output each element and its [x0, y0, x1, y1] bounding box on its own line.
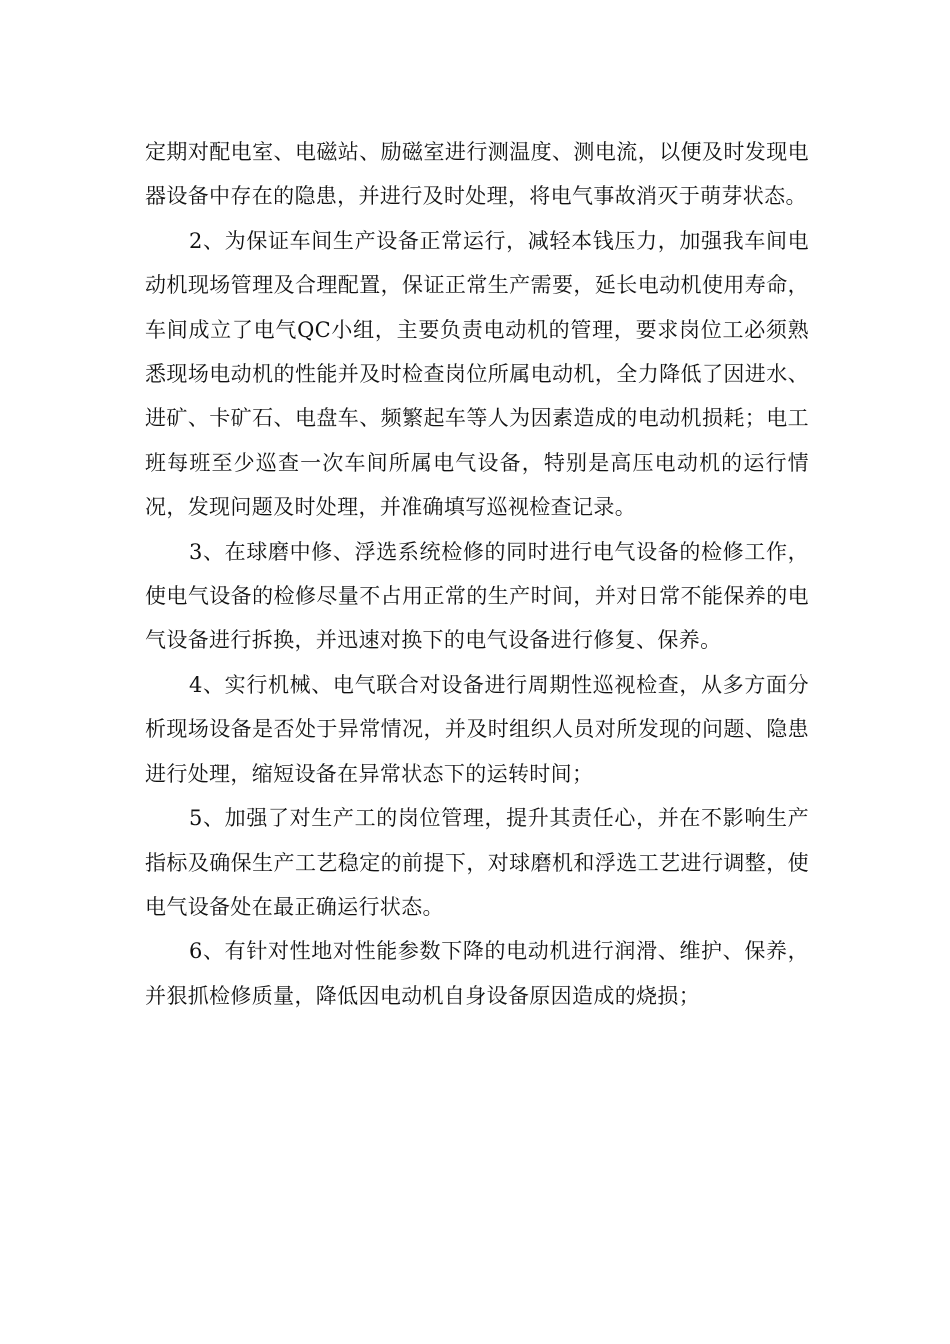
document-body [145, 130, 809, 1018]
paragraph-continuation: 定期对配电室、电磁站、励磁室进行测温度、测电流，以便及时发现电器设备中存在的隐患，并进行及时处理，将电气事故消灭于萌芽状态。 [145, 140, 809, 209]
paragraph-item-6: 6、有针对性地对性能参数下降的电动机进行润滑、维护、保养，并狠抓检修质量，降低因电动机自身设备原因造成的烧损； [145, 939, 809, 1008]
paragraph-item-5: 5、加强了对生产工的岗位管理，提升其责任心，并在不影响生产指标及确保生产工艺稳定的前提下，对球磨机和浮选工艺进行调整，使电气设备处在最正确运行状态。 [145, 806, 809, 919]
paragraph-item-3: 3、在球磨中修、浮选系统检修的同时进行电气设备的检修工作，使电气设备的检修尽量不占用正常的生产时间，并对日常不能保养的电气设备进行拆换，并迅速对换下的电气设备进行修复、保养。 [145, 539, 809, 653]
paragraph-item-4: 4、实行机械、电气联合对设备进行周期性巡视检查，从多方面分析现场设备是否处于异常情况，并及时组织人员对所发现的问题、隐患进行处理，缩短设备在异常状态下的运转时间； [145, 672, 809, 786]
paragraph-item-2: 2、为保证车间生产设备正常运行，减轻本钱压力，加强我车间电动机现场管理及合理配置，保证正常生产需要，延长电动机使用寿命，车间成立了电气QC小组，主要负责电动机的管理，要求岗位工必须熟悉现场电动机的性能并及时检查岗位所属电动机，全力降低了因进水、进矿、卡矿石、电盘车、频繁起车等人为因素造成的电动机损耗；电工班每班至少巡查一次车间所属电气设备，特别是高压电动机的运行情况，发现问题及时处理，并准确填写巡视检查记录。 [145, 228, 809, 520]
